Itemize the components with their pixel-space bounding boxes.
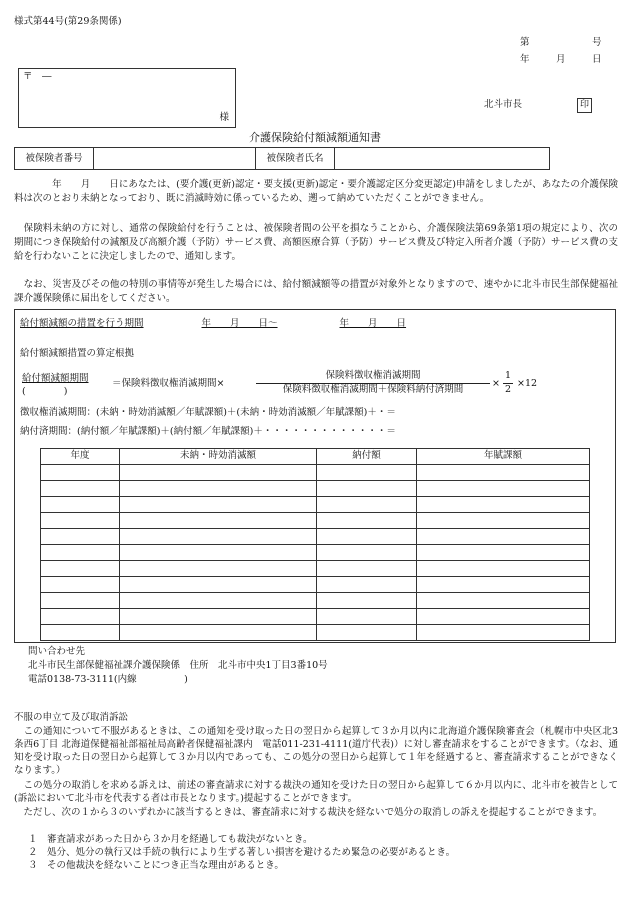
contact-phone: 電話0138-73-3111(内線 ) bbox=[28, 674, 188, 685]
reduction-period-from: 年 月 日～ bbox=[201, 318, 278, 329]
issuer-name: 北斗市長 bbox=[484, 99, 523, 110]
table-row[interactable] bbox=[41, 593, 590, 609]
formula-period-label: 給付額減額期間 bbox=[22, 373, 89, 384]
formula-period-paren: ( ) bbox=[22, 386, 68, 397]
date-day: 日 bbox=[592, 54, 602, 65]
table-row[interactable] bbox=[41, 513, 590, 529]
table-row[interactable] bbox=[41, 625, 590, 641]
body-paragraph-2: 保険料未納の方に対し、通常の保険給付を行うことは、被保険者間の公平を損なうことから、介護保険法第69条第1項の規定により、次の期間につき保険給付の減額及び高額介護（予防）サービス費、高額医療合算（予防）サービス費及び特定入所者介護（予防）サービス費の支給を行わないことに決定しましたので、通知します。 bbox=[14, 223, 618, 262]
list-item: ３ その他裁決を経ないことにつき正当な理由があるとき。 bbox=[28, 860, 284, 871]
table-row[interactable] bbox=[41, 481, 590, 497]
table-header-row bbox=[41, 449, 590, 465]
list-item: １ 審査請求があった日から３か月を経過しても裁決がないとき。 bbox=[28, 834, 313, 845]
reduction-period-label: 給付額減額の措置を行う期間 bbox=[20, 318, 144, 329]
contact-heading: 問い合わせ先 bbox=[28, 646, 86, 657]
table-row[interactable] bbox=[41, 465, 590, 481]
date-month: 月 bbox=[556, 54, 566, 65]
formula-eq: ＝保険料徴収権消滅期間× bbox=[112, 378, 225, 389]
payment-table bbox=[40, 448, 590, 641]
address-box[interactable] bbox=[18, 68, 236, 128]
insured-number-label-cell: 被保険者番号 bbox=[14, 147, 94, 170]
formula-fraction bbox=[256, 370, 490, 397]
col-fiscal-year: 年度 bbox=[41, 449, 120, 465]
appeal-paragraph-3: ただし、次の１から３のいずれかに該当するときは、審査請求に対する裁決を経ないで処分の取消しの訴えを提起することができます。 bbox=[14, 807, 603, 818]
fraction-denominator: 保険料徴収権消滅期間＋保険料納付済期間 bbox=[282, 383, 464, 395]
table-row[interactable] bbox=[41, 529, 590, 545]
col-paid-amount: 納付額 bbox=[317, 449, 417, 465]
honorific: 様 bbox=[219, 112, 229, 124]
document-title: 介護保険給付額減額通知書 bbox=[249, 131, 381, 144]
insured-name-label-cell: 被保険者氏名 bbox=[255, 147, 335, 170]
basis-label: 給付額減額措置の算定根拠 bbox=[20, 348, 135, 359]
appeal-list bbox=[28, 833, 455, 872]
contact-address: 北斗市民生部保健福祉課介護保険係 住所 北斗市中央1丁目3番10号 bbox=[28, 660, 328, 671]
formula-left bbox=[22, 372, 89, 398]
table-row[interactable] bbox=[41, 561, 590, 577]
table-row[interactable] bbox=[41, 497, 590, 513]
extinction-period-line: 徴収権消滅期間：(未納・時効消滅額／年賦課額)＋(未納・時効消滅額／年賦課額)＋・＝ bbox=[20, 407, 396, 418]
paid-period-line: 納付済期間：(納付額／年賦課額)＋(納付額／年賦課額)＋・・・・・・・・・・・・・＝ bbox=[20, 426, 396, 437]
form-number: 様式第44号(第29条関係) bbox=[14, 16, 122, 27]
date-year: 年 bbox=[520, 54, 530, 65]
doc-number-suffix: 号 bbox=[592, 37, 602, 48]
insured-name-field[interactable] bbox=[334, 147, 550, 170]
formula-half bbox=[503, 370, 513, 397]
insured-number-field[interactable] bbox=[93, 147, 256, 170]
col-unpaid-amount: 未納・時効消滅額 bbox=[120, 449, 317, 465]
table-row[interactable] bbox=[41, 545, 590, 561]
reduction-period bbox=[20, 318, 406, 331]
fraction-numerator: 保険料徴収権消滅期間 bbox=[256, 370, 490, 384]
appeal-paragraph-1: この通知について不服があるときは、この通知を受け取った日の翌日から起算して３か月以内に北海道介護保険審査会（札幌市中央区北3条西6丁目 北海道保健福祉部福祉局高齢者保健福祉課内 電話011-231-4111(道庁代表)）に対し審査請求をすることができます。（なお、通知を受け取った日の翌日から起算して３か月以内であっても、この処分の翌日から起算して１年を経過すると、審査請求することができなくなります。） bbox=[14, 726, 618, 776]
postal-mark: 〒 ― bbox=[23, 71, 52, 82]
appeal-paragraph-2: この処分の取消しを求める訴えは、前述の審査請求に対する裁決の通知を受けた日の翌日から起算して６か月以内に、北斗市を被告として(訴訟において北斗市を代表する者は市長となります。)提起することができます。 bbox=[14, 780, 618, 804]
reduction-period-to: 年 月 日 bbox=[339, 318, 407, 329]
table-row[interactable] bbox=[41, 609, 590, 625]
formula-times: × bbox=[492, 378, 500, 389]
body-paragraph-3: なお、災害及びその他の特別の事情等が発生した場合には、給付額減額等の措置が対象外となりますので、速やかに北斗市民生部保健福祉課介護保険係に届出をしてください。 bbox=[14, 279, 618, 304]
issuer-seal: 印 bbox=[577, 98, 592, 113]
table-row[interactable] bbox=[41, 577, 590, 593]
half-numerator: 1 bbox=[503, 370, 513, 384]
formula-times-12: ×12 bbox=[517, 378, 538, 389]
body-paragraph-1: 年 月 日にあなたは、(要介護(更新)認定・要支援(更新)認定・要介護認定区分変更認定)申請をしましたが、あなたの介護保険料は次のとおり未納となっており、既に消滅時効に係っているため、遡って納めていただくことができません。 bbox=[14, 179, 618, 204]
appeal-heading: 不服の申立て及び取消訴訟 bbox=[14, 712, 129, 723]
list-item: ２ 処分、処分の執行又は手続の執行により生ずる著しい損害を避けるため緊急の必要があるとき。 bbox=[28, 847, 456, 858]
half-denominator: 2 bbox=[505, 383, 512, 395]
col-annual-assessment: 年賦課額 bbox=[417, 449, 590, 465]
doc-number-label: 第 bbox=[520, 37, 530, 48]
